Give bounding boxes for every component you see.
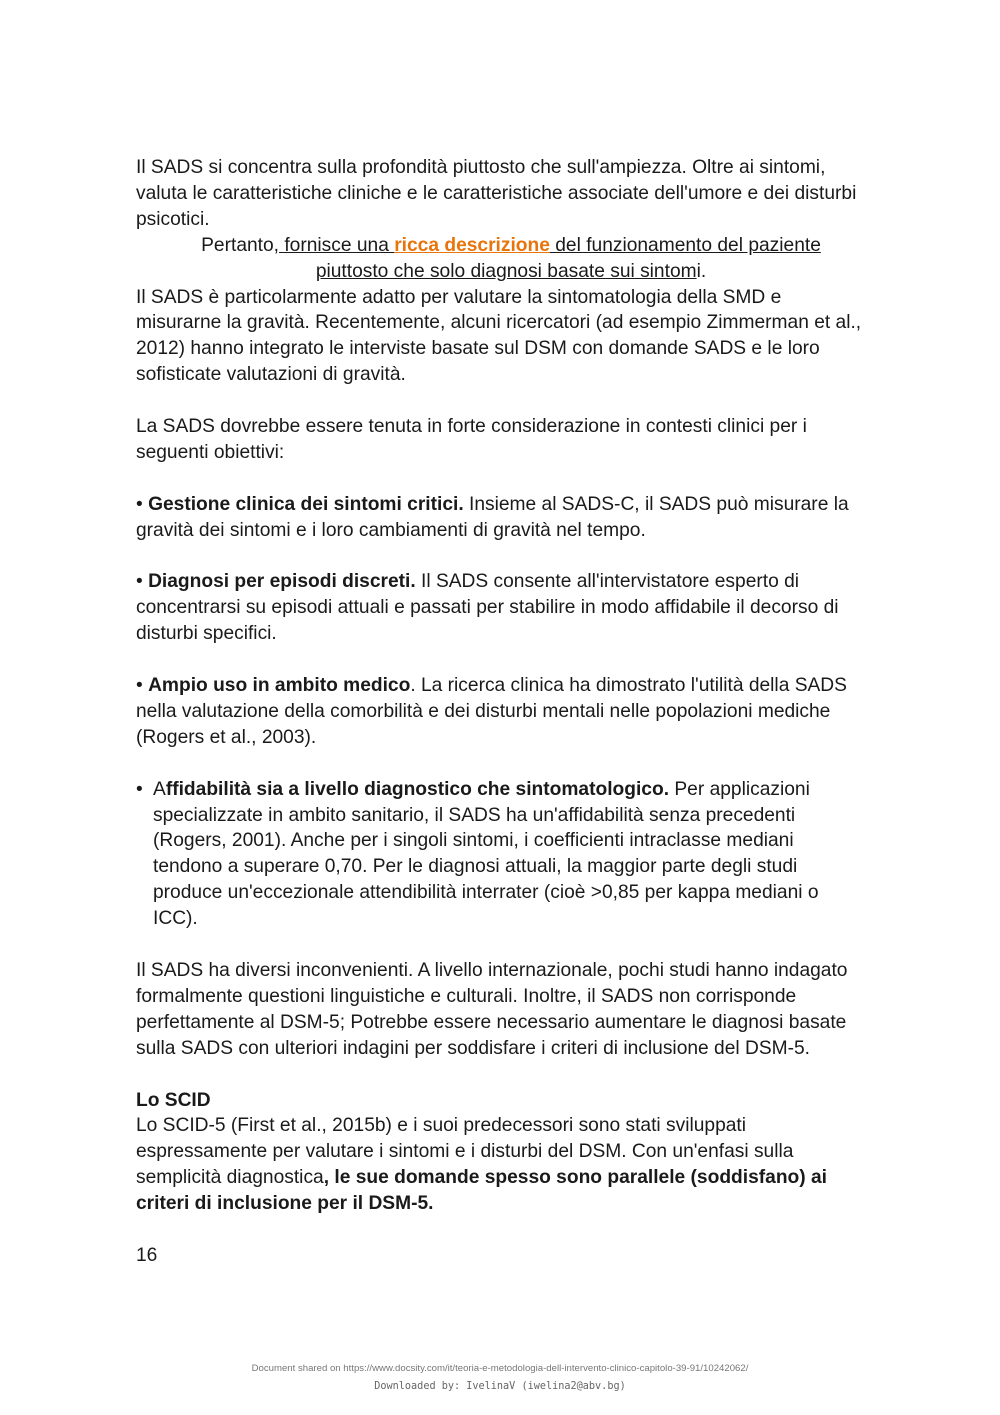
ricca-descrizione-link[interactable]: ricca descrizione bbox=[394, 234, 550, 256]
spacer bbox=[136, 388, 866, 414]
bullet-marker: • bbox=[136, 571, 149, 593]
bullet-title: ffidabilità sia a livello diagnostico che sintomatologico. bbox=[165, 778, 670, 800]
paragraph-pertanto bbox=[136, 233, 866, 285]
bullet-marker: • bbox=[136, 778, 143, 800]
scid-bold-text: , le sue domande spesso sono parallele (soddisfano) ai criteri di inclusione per il DSM-5. bbox=[136, 1167, 827, 1215]
section-heading-scid bbox=[136, 1088, 866, 1114]
paragraph-intro: Il SADS si concentra sulla profondità piuttosto che sull'ampiezza. Oltre ai sintomi, valuta le caratteristiche cliniche e le caratteristiche associate dell'umore e dei disturbi psicotici. bbox=[136, 157, 857, 230]
pertanto-end: i. bbox=[696, 260, 707, 282]
bullet-affidabilita bbox=[136, 777, 866, 932]
scid-text: Lo SCID-5 (First et al., 2015b) e i suoi predecessori sono stati sviluppati espressamente per valutare i sintomi e i disturbi del DSM. Con un'enfasi sulla semplicità diagnostica bbox=[136, 1115, 794, 1189]
bullet-lead-letter: A bbox=[153, 778, 166, 800]
bullet-text: . La ricerca clinica ha dimostrato l'utilità della SADS nella valutazione della comorbilità e dei disturbi mentali nelle popolazioni mediche (Rogers et al., 2003). bbox=[136, 675, 847, 748]
bullet-text: Il SADS consente all'intervistatore esperto di concentrarsi su episodi attuali e passati per stabilire in modo affidabile il decorso di disturbi specifici. bbox=[136, 571, 839, 645]
bullet-text: Insieme al SADS-C, il SADS può misurare la gravità dei sintomi e i loro cambiamenti di gravità nel tempo. bbox=[136, 493, 849, 541]
bullet-marker: • bbox=[136, 493, 149, 515]
bullet-title: Ampio uso in ambito medico bbox=[148, 675, 411, 697]
bullet-text: Per applicazioni specializzate in ambito sanitario, il SADS ha un'affidabilità senza precedenti (Rogers, 2001). Anche per i singoli sintomi, i coefficienti intraclasse mediani tendono a superare 0,70. Per le diagnosi attuali, la maggior parte degli studi produce un'eccezionale attendibilità interrater (cioè >0,85 per kappa mediani o ICC). bbox=[153, 778, 819, 930]
paragraph-smd: Il SADS è particolarmente adatto per valutare la sintomatologia della SMD e misurarne la gravità. Recentemente, alcuni ricercatori (ad esempio Zimmerman et al., 2012) hanno integrato le interviste basate sul DSM con domande SADS e le loro sofisticate valutazioni di gravità. bbox=[136, 286, 862, 386]
bullet-diagnosi bbox=[136, 569, 866, 647]
spacer bbox=[136, 466, 866, 492]
bullet-body bbox=[153, 777, 866, 932]
document-body bbox=[136, 155, 866, 1269]
footer-downloaded-by: Downloaded by: IvelinaV (iwelina2@abv.bg) bbox=[374, 1381, 626, 1392]
page-number: 16 bbox=[136, 1244, 158, 1266]
pertanto-text: Pertanto bbox=[201, 234, 274, 256]
spacer bbox=[136, 932, 866, 958]
paragraph-scid bbox=[136, 1113, 866, 1217]
spacer bbox=[136, 1062, 866, 1088]
underlined-text-2b: piuttosto che solo diagnosi basate sui sintom bbox=[315, 260, 697, 282]
underlined-text-1: , fornisce una bbox=[273, 234, 395, 256]
spacer bbox=[136, 751, 866, 777]
heading-text: Lo SCID bbox=[136, 1089, 211, 1111]
bullet-marker: • bbox=[136, 675, 149, 697]
underlined-text-2a: del funzionamento del paziente bbox=[549, 234, 821, 256]
bullet-title: Gestione clinica dei sintomi critici. bbox=[148, 493, 464, 515]
bullet-gestione bbox=[136, 492, 866, 544]
footer-shared-link[interactable]: Document shared on https://www.docsity.com/it/teoria-e-metodologia-dell-intervento-clinico-capitolo-39-91/10242062/ bbox=[251, 1363, 749, 1374]
spacer bbox=[136, 544, 866, 570]
spacer bbox=[136, 647, 866, 673]
bullet-ampio-uso bbox=[136, 673, 866, 751]
paragraph-inconvenienti: Il SADS ha diversi inconvenienti. A livello internazionale, pochi studi hanno indagato formalmente questioni linguistiche e culturali. Inoltre, il SADS non corrisponde perfettamente al DSM-5; Potrebbe essere necessario aumentare le diagnosi basate sulla SADS con ulteriori indagini per soddisfare i criteri di inclusione del DSM-5. bbox=[136, 960, 848, 1059]
bullet-title: Diagnosi per episodi discreti. bbox=[148, 571, 416, 593]
paragraph-objectives: La SADS dovrebbe essere tenuta in forte considerazione in contesti clinici per i seguenti obiettivi: bbox=[136, 416, 807, 463]
